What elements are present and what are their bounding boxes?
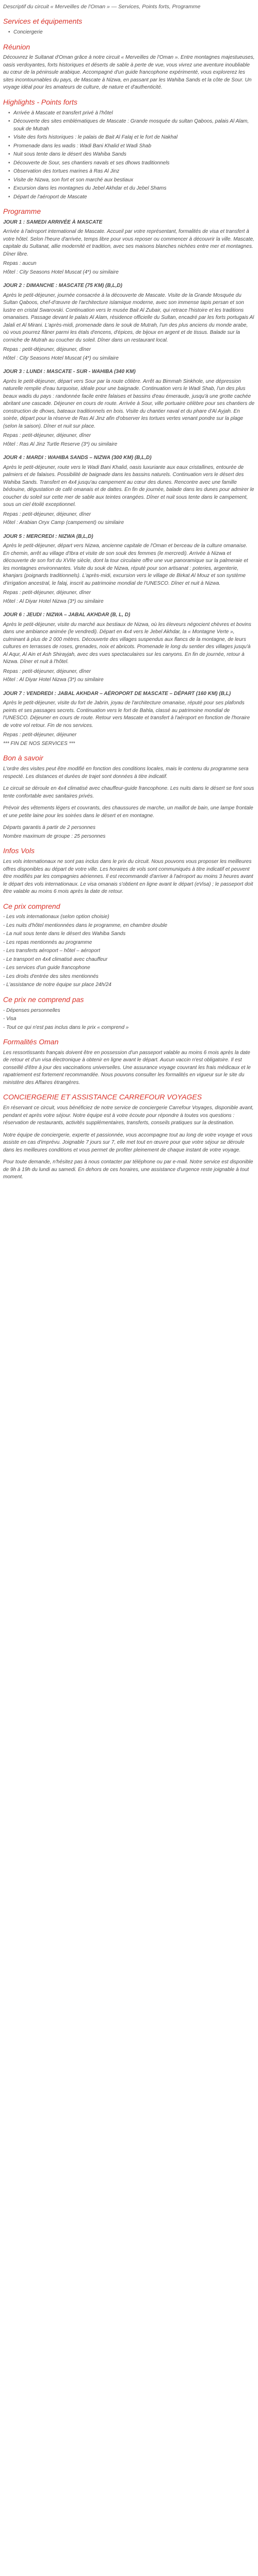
highlights-section <box>3 98 255 201</box>
reunion-heading: Réunion <box>3 42 30 51</box>
day-hotel: Hôtel : Al Diyar Hotel Nizwa (3*) ou similaire <box>3 598 104 604</box>
day-meals: Repas : petit-déjeuner, déjeuner, dîner <box>3 668 91 674</box>
day-title: JOUR 4 : MARDI : WAHIBA SANDS – NIZWA (300 KM) (B,L,D) <box>3 455 152 461</box>
day-hotel: Hôtel : City Seasons Hotel Muscat (4*) ou similaire <box>3 269 119 275</box>
day-meals: Repas : petit-déjeuner, déjeuner <box>3 732 77 738</box>
conciergerie-paragraph: Notre équipe de conciergerie, experte et passionnée, vous accompagne tout au long de votre voyage et vous assiste en cas d'imprévu. Joignable 7 jours sur 7, elle met tout en œuvre pour que votre séjour se déroule dans les meilleures conditions et vous permet de profiter pleinement de chaque instant de votre voyage. <box>3 1132 253 1153</box>
day-meals: Repas : petit-déjeuner, déjeuner, dîner <box>3 511 91 517</box>
services-heading: Services et équipements <box>3 17 83 26</box>
bon-a-savoir-paragraph: Prévoir des vêtements légers et couvrants, des chaussures de marche, un maillot de bain, une lampe frontale et une petite laine pour les soirées dans le désert et en montagne. <box>3 805 253 819</box>
highlight-item: • Départ de l'aéroport de Mascate <box>13 194 255 201</box>
day-description: Après le petit-déjeuner, journée consacrée à la découverte de Mascate. Visite de la Grande Mosquée du Sultan Qaboos, chef-d'œuvre de l'architecture islamique moderne, avec son immense tapis persan et son lustre en cristal Swarovski. Continuation vers le musée Bait Al Zubair, qui retrace l'histoire et les traditions omanaises. Passage devant le palais Al Alam, résidence officielle du Sultan, encadré par les forts portugais Al Jalali et Al Mirani. L'après-midi, promenade dans le souk de Mutrah, l'un des plus anciens du monde arabe, où vous pourrez flâner parmi les étals d'encens, d'épices, de bijoux en argent et de tissus. Balade sur la corniche de Mutrah au coucher du soleil. Dîner dans un restaurant local. <box>3 292 254 343</box>
highlight-item: • Visite de Nizwa, son fort et son marché aux bestiaux <box>13 177 255 184</box>
included-item: - Les vols internationaux (selon option choisie) <box>3 914 109 920</box>
excluded-item: - Tout ce qui n'est pas inclus dans le prix « comprend » <box>3 1024 129 1030</box>
formalites-text: Les ressortissants français doivent être en possession d'un passeport valable au moins 6 mois après la date de retour et d'un visa électronique à obtenir en ligne avant le départ. Aucun vaccin n'est obligatoire. Il est conseillé d'être à jour des vaccinations universelles. Une assurance voyage couvrant les frais médicaux et le rapatriement est fortement recommandée. Nous pouvons consulter les formalités en vigueur sur le site du ministère des Affaires étrangères. <box>3 1049 251 1086</box>
group-size-max: Nombre maximum de groupe : 25 personnes <box>3 833 106 839</box>
included-item: - L'assistance de notre équipe sur place 24h/24 <box>3 982 111 988</box>
infos-vols-heading: Infos Vols <box>3 846 35 855</box>
day-description: Après le petit-déjeuner, route vers le Wadi Bani Khalid, oasis luxuriante aux eaux cristallines, entourée de palmiers et de falaises. Possibilité de baignade dans les bassins naturels. Continuation vers le désert des Wahiba Sands. Transfert en 4x4 jusqu'au campement au cœur des dunes. Rencontre avec une famille bédouine, dégustation de café omanais et de dattes. En fin de journée, balade dans les dunes pour admirer le coucher du soleil sur cette mer de sable aux teintes orangées. Dîner et nuit sous tente dans le campement, sous un ciel étoilé exceptionnel. <box>3 464 254 508</box>
day-meals: Repas : petit-déjeuner, déjeuner, dîner <box>3 590 91 596</box>
included-item: - La nuit sous tente dans le désert des Wahiba Sands <box>3 931 126 937</box>
programme-day <box>3 454 255 527</box>
conciergerie-paragraph: Pour toute demande, n'hésitez pas à nous contacter par téléphone ou par e-mail. Notre service est disponible de 9h à 19h du lundi au samedi. En dehors de ces horaires, une assistance d'urgence reste joignable à tout moment. <box>3 1159 253 1180</box>
bon-a-savoir-section <box>3 754 255 840</box>
prix-ne-comprend-heading: Ce prix ne comprend pas <box>3 995 84 1004</box>
conciergerie-heading: CONCIERGERIE ET ASSISTANCE CARREFOUR VOYAGES <box>3 1093 202 1101</box>
programme-day <box>3 219 255 277</box>
prix-comprend-heading: Ce prix comprend <box>3 902 60 910</box>
services-section <box>3 17 255 36</box>
formalites-section <box>3 1038 255 1087</box>
day-title: JOUR 1 : SAMEDI ARRIVÉE À MASCATE <box>3 219 103 225</box>
included-item: - Les transferts aéroport – hôtel – aéroport <box>3 948 100 954</box>
reunion-section <box>3 43 255 92</box>
day-title: JOUR 7 : VENDREDI : JABAL AKHDAR – AÉROPORT DE MASCATE – DÉPART (160 KM) (B,L) <box>3 690 231 697</box>
highlight-item: • Visite des forts historiques : le palais de Bait Al Falaj et le fort de Nakhal <box>13 134 255 142</box>
day-title: JOUR 5 : MERCREDI : NIZWA (B,L,D) <box>3 533 93 539</box>
day-title: JOUR 2 : DIMANCHE : MASCATE (75 KM) (B,L,D) <box>3 283 122 289</box>
infos-vols-text: Les vols internationaux ne sont pas inclus dans le prix du circuit. Nous pouvons vous proposer les meilleures offres disponibles au départ de votre ville. Les horaires de vols sont communiqués à titre indicatif et peuvent être modifiés par les compagnies aériennes. Il est recommandé d'arriver à l'aéroport au moins 3 heures avant le départ des vols internationaux. Le visa omanais s'obtient en ligne avant le départ (eVisa) ; le passeport doit être valable au moins 6 mois après la date de retour. <box>3 859 253 894</box>
day-description: Après le petit-déjeuner, départ vers Sour par la route côtière. Arrêt au Bimmah Sinkhole, une dépression naturelle remplie d'eau turquoise, idéale pour une baignade. Continuation vers le Wadi Shab, l'un des plus beaux wadis du pays : randonnée facile entre falaises et bassins d'eau émeraude, jusqu'à une grotte cachée abritant une cascade. Déjeuner en cours de route. Arrivée à Sour, ville portuaire célèbre pour ses chantiers de construction de dhows, bateaux traditionnels en bois. Visite du chantier naval et du phare d'Al Ayjah. En soirée, départ pour la réserve de Ras Al Jinz afin d'observer les tortues vertes venant pondre sur la plage (selon la saison). Dîner et nuit sur place. <box>3 378 255 429</box>
bon-a-savoir-paragraph: Le circuit se déroule en 4x4 climatisé avec chauffeur-guide francophone. Les nuits dans le désert se font sous tente confortable avec sanitaires privés. <box>3 786 254 799</box>
day-description: Après le petit-déjeuner, visite du marché aux bestiaux de Nizwa, où les éleveurs négocient chèvres et bovins dans une ambiance animée (le vendredi). Départ en 4x4 vers le Jebel Akhdar, la « Montagne Verte », culminant à plus de 2 000 mètres. Découverte des villages suspendus aux flancs de la montagne, de leurs cultures en terrasses de roses, grenades, noix et abricots. Promenade le long du sentier des villages jusqu'à Al Aqur, Al Ain et Ash Shirayjah, avec des vues spectaculaires sur les canyons. En fin de journée, retour à Nizwa. Dîner et nuit à l'hôtel. <box>3 621 251 665</box>
included-item: - Les droits d'entrée des sites mentionnés <box>3 973 99 979</box>
highlight-item: • Arrivée à Mascate et transfert privé à l'hôtel <box>13 110 255 117</box>
bon-a-savoir-heading: Bon à savoir <box>3 754 43 762</box>
highlight-item: • Découverte de Sour, ses chantiers navals et ses dhows traditionnels <box>13 160 255 167</box>
included-item: - Les repas mentionnés au programme <box>3 939 92 945</box>
included-item: - Les nuits d'hôtel mentionnées dans le programme, en chambre double <box>3 922 168 928</box>
highlight-item: • Excursion dans les montagnes du Jebel Akhdar et du Jebel Shams <box>13 185 255 193</box>
infos-vols-section <box>3 846 255 895</box>
day-description: Après le petit-déjeuner, visite du fort de Jabrin, joyau de l'architecture omanaise, réputé pour ses plafonds peints et ses passages secrets. Continuation vers le fort de Bahla, classé au patrimoine mondial de l'UNESCO. Déjeuner en cours de route. Retour vers Mascate et transfert à l'aéroport en fonction de l'horaire de votre vol retour. Fin de nos services. <box>3 700 250 728</box>
end-of-services-note: *** FIN DE NOS SERVICES *** <box>3 740 75 747</box>
services-item: • Conciergerie <box>13 29 255 37</box>
day-meals: Repas : petit-déjeuner, déjeuner, dîner <box>3 433 91 439</box>
departure-guarantee: Départs garantis à partir de 2 personnes <box>3 825 95 831</box>
day-hotel: Hôtel : City Seasons Hotel Muscat (4*) ou similaire <box>3 355 119 361</box>
highlight-item: • Promenade dans les wadis : Wadi Bani Khalid et Wadi Shab <box>13 143 255 150</box>
programme-day <box>3 533 255 606</box>
programme-day <box>3 612 255 684</box>
prix-comprend-section <box>3 902 255 989</box>
day-description: Après le petit-déjeuner, départ vers Nizwa, ancienne capitale de l'Oman et berceau de la culture omanaise. En chemin, arrêt au village d'Ibra et visite de son souk des femmes (le mercredi). Arrivée à Nizwa et découverte de son fort du XVIIe siècle, dont la tour circulaire offre une vue panoramique sur la palmeraie et les montagnes environnantes. Visite du souk de Nizwa, réputé pour son artisanat : poteries, argenterie, khanjars (poignards traditionnels). L'après-midi, excursion vers le village de Birkat Al Mouz et son système d'irrigation ancestral, le falaj, inscrit au patrimoine mondial de l'UNESCO. Dîner et nuit à Nizwa. <box>3 543 248 586</box>
day-description: Arrivée à l'aéroport international de Mascate. Accueil par votre représentant, formalités de visa et transfert à votre hôtel. Selon l'heure d'arrivée, temps libre pour vous reposer ou commencer à découvrir la ville. Mascate, capitale du Sultanat, allie modernité et tradition, avec ses maisons blanches nichées entre mer et montagnes. Dîner libre. <box>3 229 254 257</box>
excluded-item: - Dépenses personnelles <box>3 1007 60 1013</box>
highlight-item: • Découverte des sites emblématiques de Mascate : Grande mosquée du sultan Qaboos, palais Al Alam, souk de Mutrah <box>13 118 255 133</box>
programme-day <box>3 368 255 448</box>
programme-section <box>3 207 255 748</box>
programme-heading: Programme <box>3 207 41 216</box>
programme-day <box>3 282 255 362</box>
formalites-heading: Formalités Oman <box>3 1038 59 1046</box>
highlights-list <box>3 110 255 201</box>
page <box>0 0 258 1191</box>
document-title: Descriptif du circuit « Merveilles de l'Oman » — Services, Points forts, Programme <box>3 4 201 10</box>
excluded-item: - Visa <box>3 1016 17 1022</box>
day-meals: Repas : aucun <box>3 261 37 267</box>
highlight-item: • Observation des tortues marines à Ras Al Jinz <box>13 168 255 176</box>
day-title: JOUR 3 : LUNDI : MASCATE - SUR - WAHIBA (340 KM) <box>3 369 136 375</box>
highlights-heading: Highlights - Points forts <box>3 97 77 106</box>
prix-ne-comprend-section <box>3 995 255 1031</box>
day-meals: Repas : petit-déjeuner, déjeuner, dîner <box>3 347 91 353</box>
reunion-text: Découvrez le Sultanat d'Oman grâce à notre circuit « Merveilles de l'Oman ». Entre montagnes majestueuses, oasis verdoyantes, forts historiques et déserts de sable à perte de vue, vous vivrez une aventure inoubliable au cœur de la péninsule arabique. Accompagné d'un guide francophone expérimenté, vous explorerez les sites incontournables du pays, de Mascate à Nizwa, en passant par les Wahiba Sands et la côte de Sour. Un voyage idéal pour les amateurs de culture, de nature et d'authenticité. <box>3 55 255 91</box>
highlight-item: • Nuit sous tente dans le désert des Wahiba Sands <box>13 151 255 159</box>
programme-day <box>3 690 255 748</box>
day-hotel: Hôtel : Arabian Oryx Camp (campement) ou similaire <box>3 520 124 526</box>
day-hotel: Hôtel : Ras Al Jinz Turtle Reserve (3*) ou similaire <box>3 441 118 447</box>
bon-a-savoir-paragraph: L'ordre des visites peut être modifié en fonction des conditions locales, mais le contenu du programme sera respecté. Les distances et durées de trajet sont données à titre indicatif. <box>3 766 249 779</box>
included-item: - Les services d'un guide francophone <box>3 965 90 971</box>
day-title: JOUR 6 : JEUDI : NIZWA – JABAL AKHDAR (B, L, D) <box>3 612 131 618</box>
day-hotel: Hôtel : Al Diyar Hotel Nizwa (3*) ou similaire <box>3 677 104 683</box>
conciergerie-paragraph: En réservant ce circuit, vous bénéficiez de notre service de conciergerie Carrefour Voyages, disponible avant, pendant et après votre séjour. Notre équipe est à votre écoute pour répondre à toutes vos questions : réservation de restaurants, activités supplémentaires, transferts, conseils pratiques sur la destination. <box>3 1105 254 1126</box>
conciergerie-section <box>3 1093 255 1181</box>
included-item: - Le transport en 4x4 climatisé avec chauffeur <box>3 956 108 962</box>
services-list <box>3 29 255 37</box>
